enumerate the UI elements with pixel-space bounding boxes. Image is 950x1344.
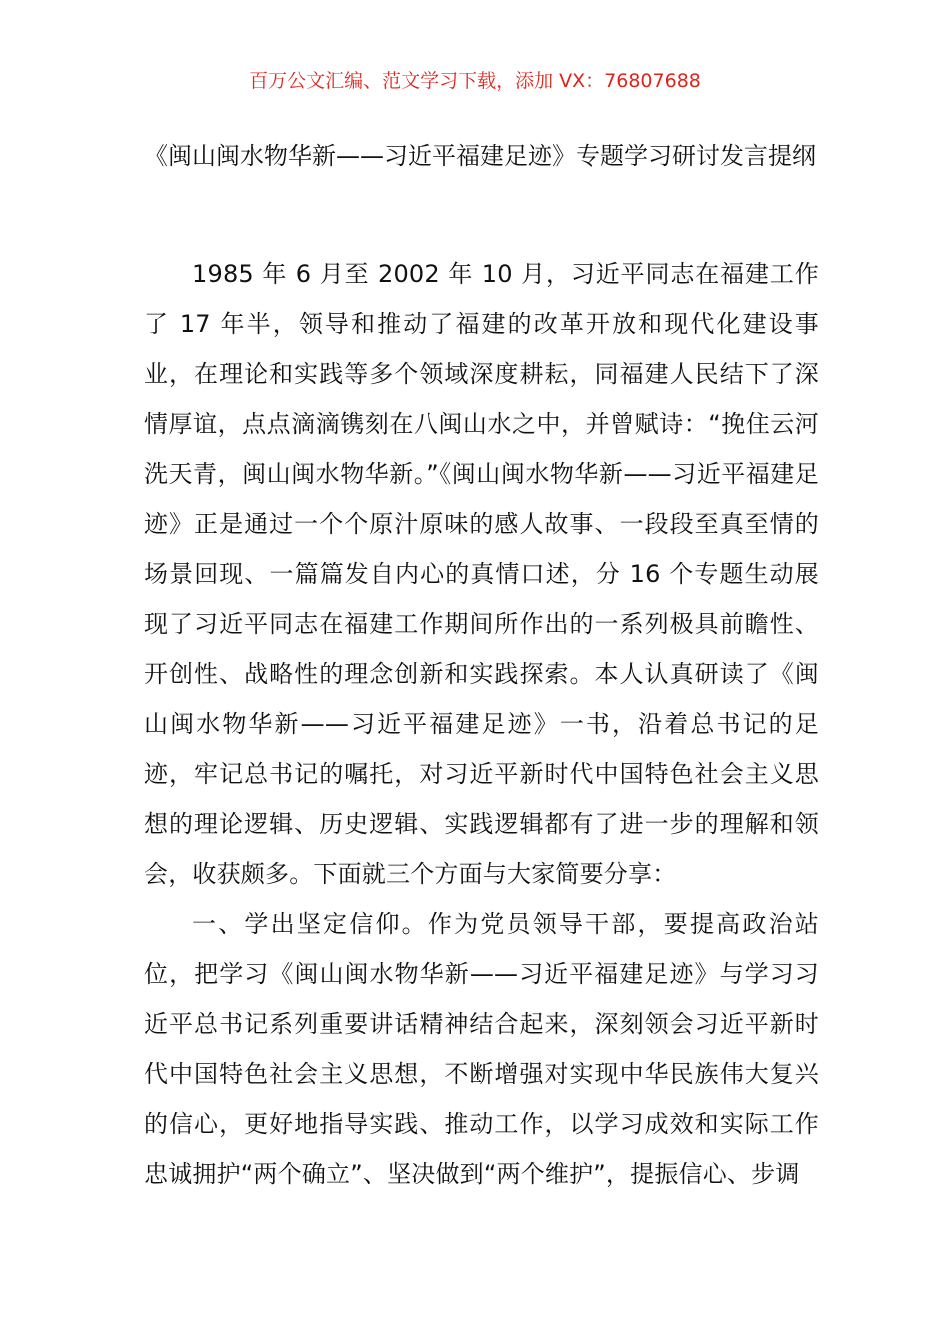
document-title: 《闽山闽水物华新——习近平福建足迹》专题学习研讨发言提纲 — [144, 142, 816, 170]
paragraph-intro: 1985 年 6 月至 2002 年 10 月，习近平同志在福建工作了 17 年半，领导和推动了福建的改革开放和现代化建设事业，在理论和实践等多个领域深度耕耘，同福建人民结下了深情厚谊，点点滴滴镌刻在八闽山水之中，并曾赋诗：“挽住云河洗天青，闽山闽水物华新。”《闽山闽水物华新——习近平福建足迹》正是通过一个个原汁原味的感人故事、一段段至真至情的场景回现、一篇篇发自内心的真情口述，分 16 个专题生动展现了习近平同志在福建工作期间所作出的一系列极具前瞻性、开创性、战略性的理念创新和实践探索。本人认真研读了《闽山闽水物华新——习近平福建足迹》一书，沿着总书记的足迹，牢记总书记的嘱托，对习近平新时代中国特色社会主义思想的理论逻辑、历史逻辑、实践逻辑都有了进一步的理解和领会，收获颇多。下面就三个方面与大家简要分享： — [144, 260, 819, 888]
document-body — [144, 133, 819, 1199]
title-spacer — [144, 179, 819, 249]
paragraph-section-one: 一、学出坚定信仰。作为党员领导干部，要提高政治站位，把学习《闽山闽水物华新——习近平福建足迹》与学习习近平总书记系列重要讲话精神结合起来，深刻领会习近平新时代中国特色社会主义思想，不断增强对实现中华民族伟大复兴的信心，更好地指导实践、推动工作，以学习成效和实际工作忠诚拥护“两个确立”、坚决做到“两个维护”，提振信心、步调 — [144, 910, 819, 1188]
header-watermark-text: 百万公文汇编、范文学习下载，添加 VX：76807688 — [249, 70, 701, 92]
